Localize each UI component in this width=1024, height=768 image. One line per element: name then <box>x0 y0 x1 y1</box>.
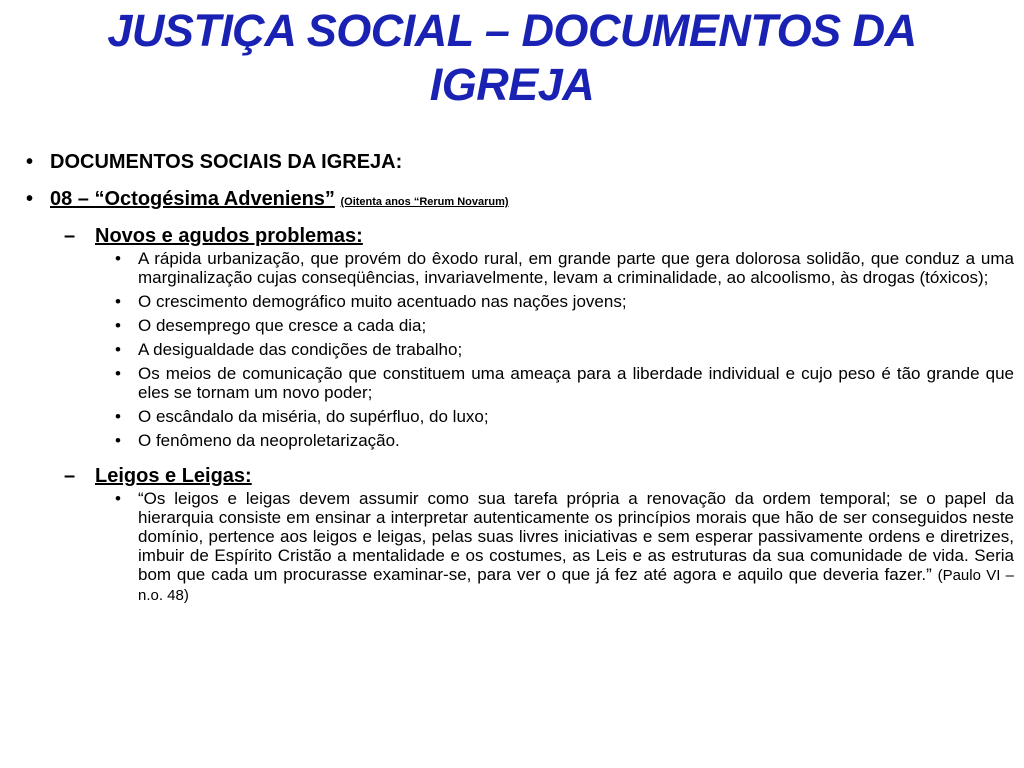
sub-bullet-icon: • <box>115 407 121 426</box>
sub-bullet-icon: • <box>115 316 121 335</box>
problem-item-text: O fenômeno da neoproletarização. <box>138 431 400 450</box>
quote-citation: (Paulo VI – n.o. 48) <box>138 567 1014 604</box>
sub-bullet-icon: • <box>115 489 121 508</box>
section-heading-text: Leigos e Leigas: <box>95 465 252 487</box>
sub-bullet-icon: • <box>115 431 121 450</box>
problem-list <box>26 249 1014 450</box>
problem-item <box>26 340 1014 359</box>
dash-icon: – <box>64 225 76 247</box>
section-heading-laity <box>26 464 1014 488</box>
header-item-text: DOCUMENTOS SOCIAIS DA IGREJA: <box>50 151 403 173</box>
sub-bullet-icon: • <box>115 364 121 383</box>
section-heading-problems <box>26 224 1014 248</box>
bullet-icon: • <box>26 151 34 173</box>
problem-item <box>26 316 1014 335</box>
bullet-icon: • <box>26 188 34 210</box>
bullet-document <box>26 187 1014 214</box>
problem-item-text: O desemprego que cresce a cada dia; <box>138 316 427 335</box>
document-subtitle: (Oitenta anos “Rerum Novarum) <box>340 196 509 208</box>
problem-item <box>26 364 1014 402</box>
problem-item <box>26 292 1014 311</box>
quote-item <box>26 489 1014 605</box>
problem-item-text: O crescimento demográfico muito acentuado nas nações jovens; <box>138 292 627 311</box>
problem-item <box>26 249 1014 287</box>
dash-icon: – <box>64 465 76 487</box>
document-label: 08 – “Octogésima Adveniens” <box>50 188 335 210</box>
sub-bullet-icon: • <box>115 340 121 359</box>
slide-content <box>26 150 1014 610</box>
problem-item <box>26 431 1014 450</box>
problem-item-text: A desigualdade das condições de trabalho; <box>138 340 463 359</box>
problem-item-text: Os meios de comunicação que constituem uma ameaça para a liberdade individual e cujo peso é tão grande que eles se tornam um novo poder; <box>138 364 1014 402</box>
quote-text: “Os leigos e leigas devem assumir como sua tarefa própria a renovação da ordem temporal; se o papel da hierarquia consiste em ensinar a interpretar autenticamente os princípios morais que hão de ser conseguidos neste domínio, pertence aos leigos e leigas, pelas suas livres iniciativas e sem esperar passivamente ordens e diretrizes, imbuir de Espírito Cristão a mentalidade e os costumes, as Leis e as estruturas da sua comunidade de vida. Seria bom que cada um procurasse examinar-se, para ver o que já fez até agora e aquilo que deveria fazer.” <box>138 489 1014 584</box>
problem-item-text: O escândalo da miséria, do supérfluo, do luxo; <box>138 407 489 426</box>
problem-item <box>26 407 1014 426</box>
problem-item-text: A rápida urbanização, que provém do êxodo rural, em grande parte que gera dolorosa solidão, que conduz a uma marginalização cujas conseqüências, invariavelmente, levam a criminalidade, ao alcoolismo, às drogas (tóxicos); <box>138 249 1014 287</box>
bullet-header <box>26 150 1014 174</box>
slide-title: JUSTIÇA SOCIAL – DOCUMENTOS DA IGREJA <box>107 5 917 110</box>
section-heading-text: Novos e agudos problemas: <box>95 225 363 247</box>
sub-bullet-icon: • <box>115 292 121 311</box>
sub-bullet-icon: • <box>115 249 121 268</box>
